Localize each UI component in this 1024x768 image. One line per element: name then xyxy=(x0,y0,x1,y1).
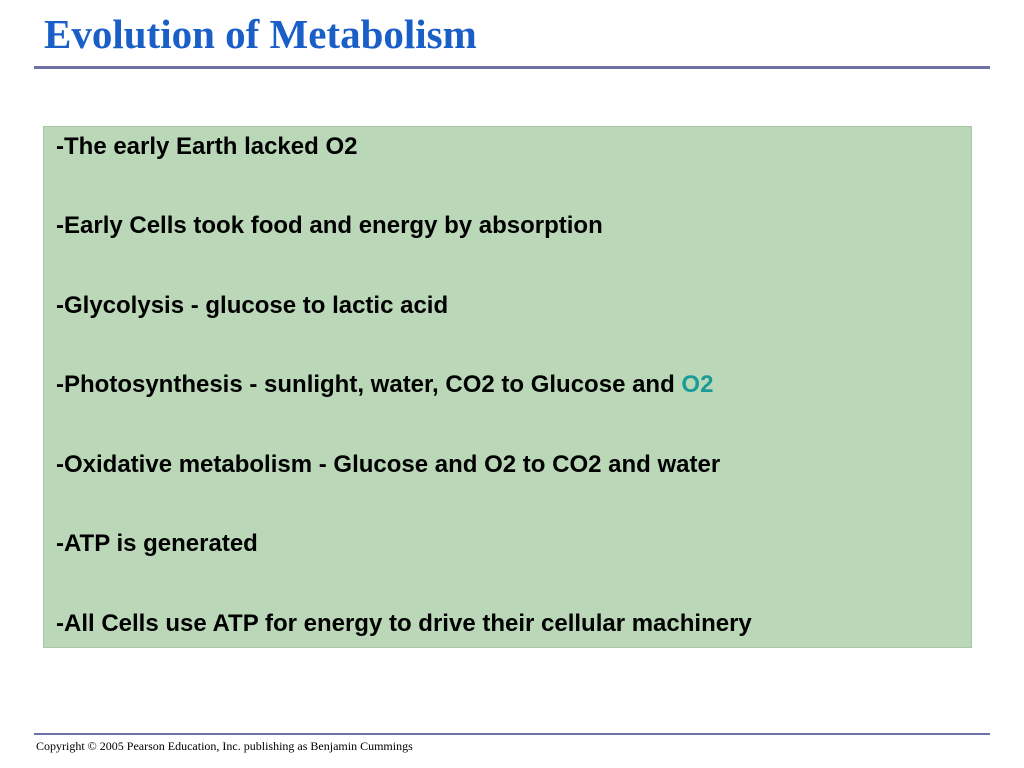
bullet-text: -All Cells use ATP for energy to drive their cellular machinery xyxy=(56,610,752,637)
bullet-text: -Early Cells took food and energy by absorption xyxy=(56,212,603,239)
bullet-highlight: O2 xyxy=(681,371,714,398)
bullet-text: -Glycolysis - glucose to lactic acid xyxy=(56,292,449,319)
bullet-item xyxy=(56,292,448,320)
bullet-text: -The early Earth lacked O2 xyxy=(56,133,358,160)
bullet-item xyxy=(56,530,258,558)
slide-title: Evolution of Metabolism xyxy=(44,11,477,57)
title-divider xyxy=(34,66,990,69)
footer-divider xyxy=(34,733,990,735)
bullet-text: -Photosynthesis - sunlight, water, CO2 to Glucose and xyxy=(56,371,682,398)
bullet-item xyxy=(56,371,713,399)
bullet-item xyxy=(56,451,720,479)
copyright-footer: Copyright © 2005 Pearson Education, Inc. publishing as Benjamin Cummings xyxy=(36,739,413,753)
content-box xyxy=(43,126,972,648)
bullet-text: -ATP is generated xyxy=(56,530,258,557)
bullet-item xyxy=(56,212,603,240)
bullet-item xyxy=(56,610,752,638)
bullet-text: -Oxidative metabolism - Glucose and O2 to CO2 and water xyxy=(56,451,721,478)
bullet-item xyxy=(56,133,357,161)
